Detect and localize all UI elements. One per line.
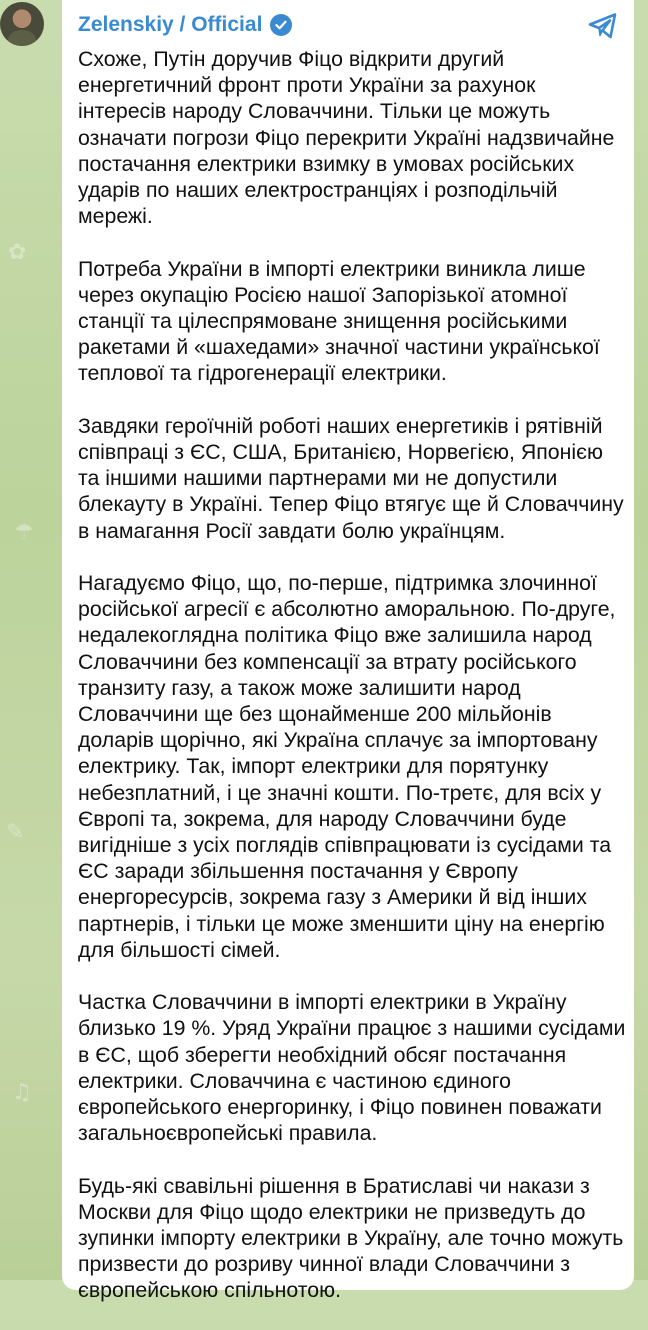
message-bubble [62, 0, 634, 1303]
post-paragraph: Нагадуємо Фіцо, що, по-перше, підтримка злочинної російської агресії є абсолютно аморальною. По-друге, недалекоглядна політика Фіцо вже залишила народ Словаччини без компенсації за втрату російського транзиту газу, а також може залишити народ Словаччини ще без щонайменше 200 мільйонів доларів щорічно, які Україна сплачує за імпортовану електрику. Так, імпорт електрики для порятунку небезплатний, і це значні кошти. По-третє, для всіх у Європі та, зокрема, для народу Словаччини буде вигідніше з усіх поглядів співпрацювати із сусідами та ЄС заради збільшення постачання у Європу енергоресурсів, зокрема газу з Америки й від інших партнерів, і тільки це може зменшити ціну на енергію для більшості сімей. [78, 571, 616, 962]
telegram-share-icon[interactable] [588, 12, 618, 40]
background-doodle-icon: ✿ [8, 240, 27, 265]
post-paragraph: Схоже, Путін доручив Фіцо відкрити другий енергетичний фронт проти України за рахунок інтересів народу Словаччини. Тільки це можуть означати погрози Фіцо перекрити Україні надзвичайне постачання електрики взимку в умовах російських ударів по наших електространціях і розподільчій мережі. [78, 47, 615, 229]
channel-name[interactable]: Zelenskiy / Official [78, 13, 263, 36]
background-doodle-icon: ♫ [12, 1080, 32, 1105]
post-paragraph: Будь-які свавільні рішення в Братиславі чи накази з Москви для Фіцо щодо електрики не призведуть до зупинки імпорту електрики в Україну, але точно можуть призвести до розриву чинної влади Словаччини з європейською спільнотою. [78, 1173, 624, 1303]
post-paragraph: Потреба України в імпорті електрики виникла лише через окупацію Росією нашої Запорізької атомної станції та цілеспрямоване знищення російськими ракетами й «шахедами» значної частини української теплової та гідрогенерації електрики. [78, 256, 600, 386]
post-text [78, 46, 626, 1330]
post-paragraph: Частка Словаччини в імпорті електрики в Україну близько 19 %. Уряд України працює з нашими сусідами в ЄС, щоб зберегти необхідний обсяг постачання електрики. Словаччина є частиною єдиного європейського енергоринку, і Фіцо повинен поважати загальноєвропейські правила. [78, 990, 626, 1146]
background-doodle-icon: ✎ [6, 820, 25, 845]
message-header [78, 10, 292, 40]
channel-avatar[interactable] [0, 2, 44, 46]
post-paragraph: Завдяки героїчній роботі наших енергетиків і рятівній співпраці з ЄС, США, Британією, Норвегією, Японією та іншими нашими партнерами ми не допустили блекауту в Україні. Тепер Фіцо втягує ще й Словаччину в намагання Росії завдати болю українцям. [78, 413, 624, 543]
verified-badge-icon [270, 14, 292, 36]
background-doodle-icon: ☂ [14, 520, 34, 545]
